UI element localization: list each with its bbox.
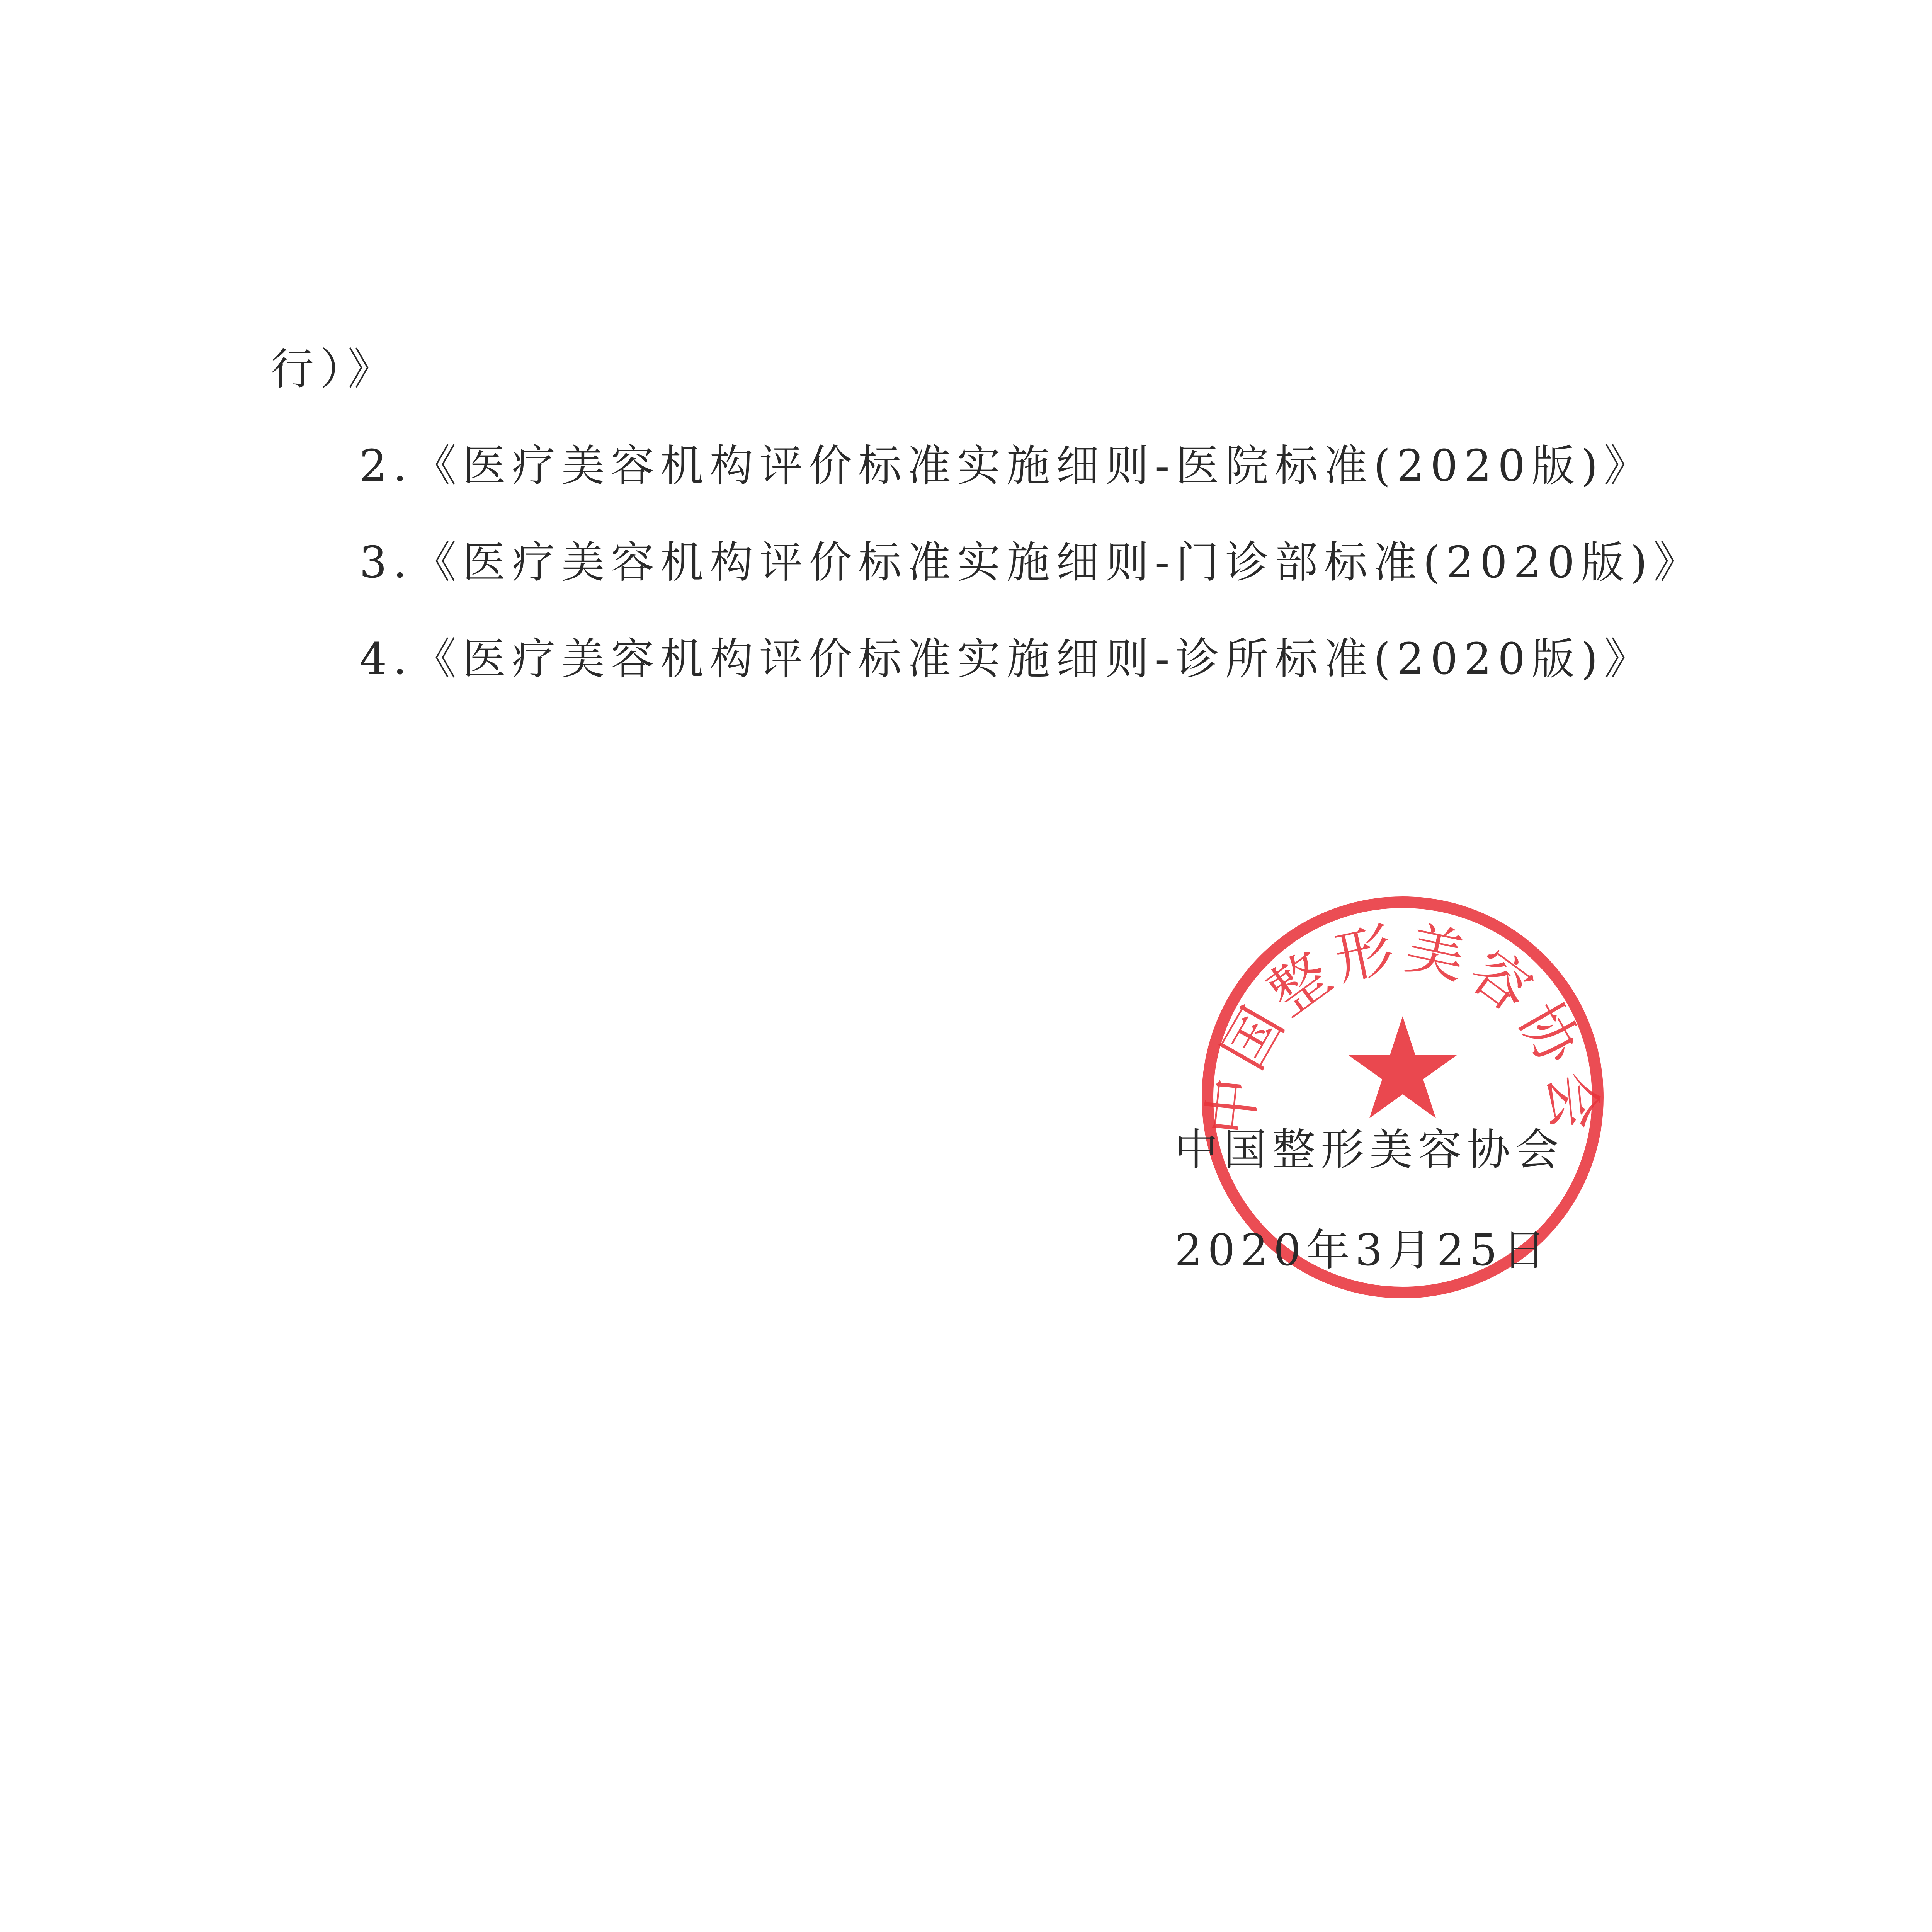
seal-text: 中国整形美容协会 — [1196, 914, 1609, 1139]
list-item: 4.《医疗美容机构评价标准实施细则-诊所标准(2020版)》 — [359, 634, 1654, 684]
signing-date: 2020年3月25日 — [1175, 1225, 1551, 1276]
star-icon — [1349, 1016, 1457, 1118]
list-item: 2.《医疗美容机构评价标准实施细则-医院标准(2020版)》 — [359, 441, 1654, 491]
signing-organization: 中国整形美容协会 — [1175, 1125, 1564, 1175]
list-item: 3.《医疗美容机构评价标准实施细则-门诊部标准(2020版)》 — [359, 537, 1703, 588]
continuation-text: 行）》 — [270, 344, 397, 395]
